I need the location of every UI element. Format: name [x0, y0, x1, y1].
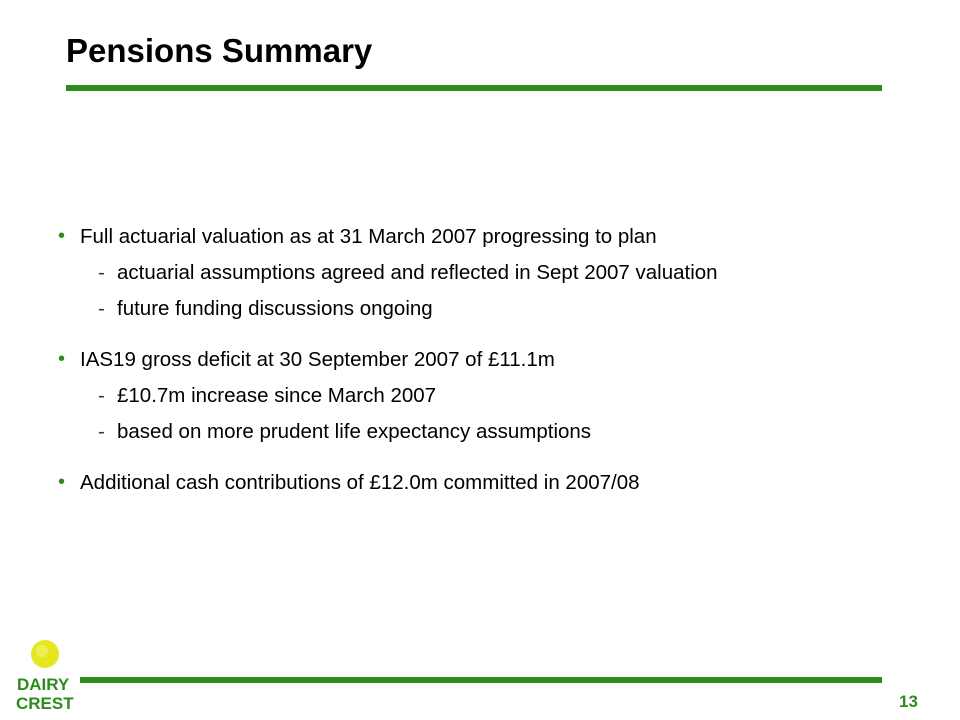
title-underline [66, 85, 882, 91]
logo-word-crest: CREST [16, 694, 74, 713]
bullet-marker: • [58, 471, 66, 493]
sub-bullet-item [58, 296, 918, 332]
bullet-item [58, 224, 918, 260]
footer-rule [80, 677, 882, 683]
bullet-list [58, 224, 918, 506]
bullet-marker: • [58, 348, 66, 370]
sub-bullet-text: based on more prudent life expectancy assumptions [117, 420, 592, 443]
bullet-text: IAS19 gross deficit at 30 September 2007 of £11.1m [80, 348, 555, 371]
bullet-marker: • [58, 225, 66, 247]
bullet-group [58, 470, 918, 506]
sub-bullet-item [58, 260, 918, 296]
bullet-text: Additional cash contributions of £12.0m committed in 2007/08 [80, 471, 640, 494]
bullet-group [58, 347, 918, 455]
dash-marker: - [98, 261, 105, 284]
logo-word-dairy: DAIRY [17, 675, 70, 694]
sub-bullet-item [58, 419, 918, 455]
page-number: 13 [899, 692, 918, 711]
bullet-text: Full actuarial valuation as at 31 March 2007 progressing to plan [80, 225, 657, 248]
dash-marker: - [98, 420, 105, 443]
bullet-item [58, 347, 918, 383]
sub-bullet-item [58, 383, 918, 419]
sub-bullet-text: £10.7m increase since March 2007 [117, 384, 437, 407]
dash-marker: - [98, 297, 105, 320]
bullet-item [58, 470, 918, 506]
bullet-group [58, 224, 918, 332]
sub-bullet-text: actuarial assumptions agreed and reflected in Sept 2007 valuation [117, 261, 718, 284]
dash-marker: - [98, 384, 105, 407]
slide-title: Pensions Summary [66, 32, 373, 69]
sub-bullet-text: future funding discussions ongoing [117, 297, 433, 320]
dairy-crest-logo [14, 636, 76, 714]
